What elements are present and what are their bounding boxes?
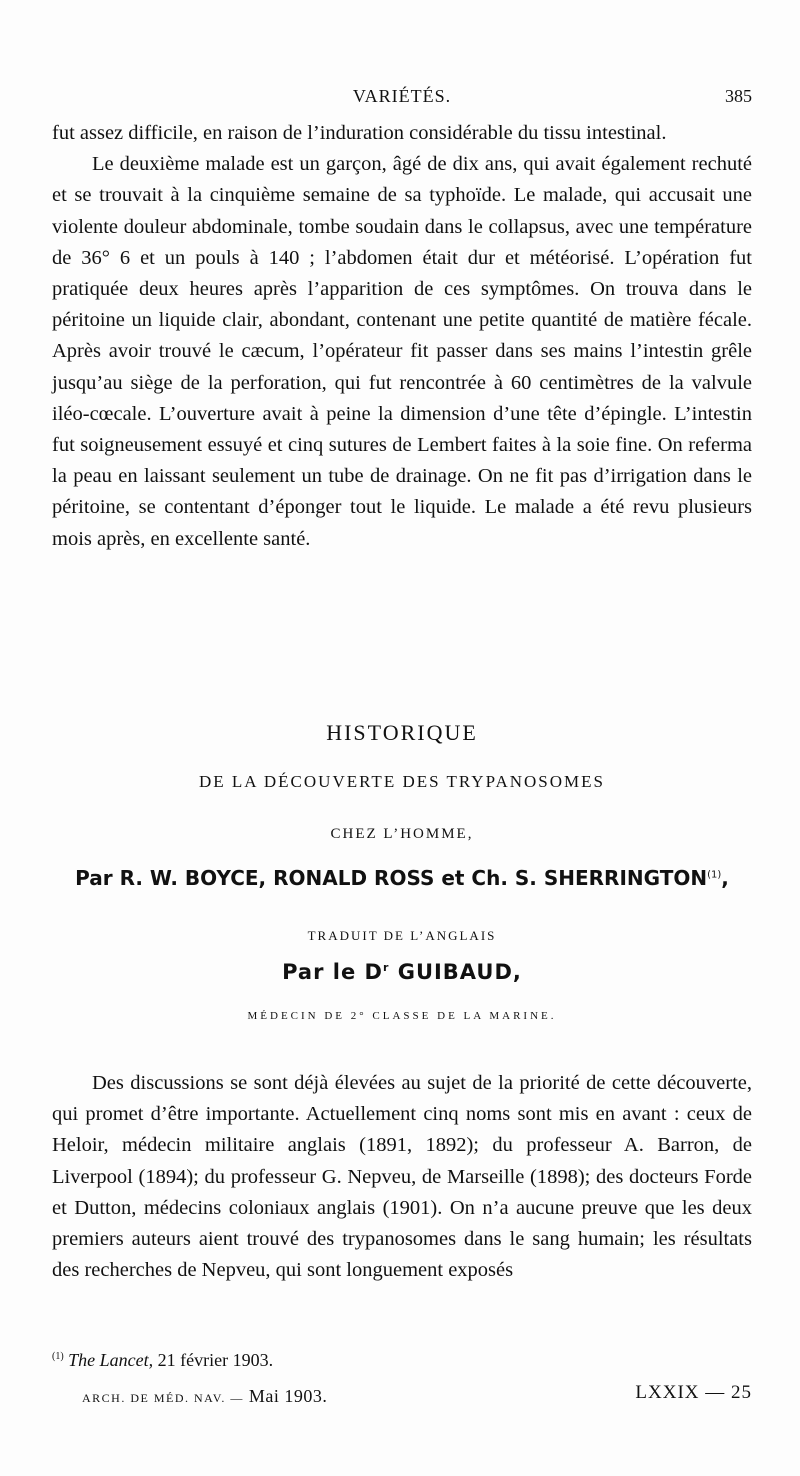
page-number: 385 [725,86,752,106]
translator [52,960,752,984]
footer-journal [82,1386,327,1407]
paragraph-discussions: Des discussions se sont déjà élevées au sujet de la priorité de cette découverte, qui promet d’être importante. Actuellement cinq noms sont mis en avant : ceux de Heloir, médecin militaire anglais (1891, 1892); du professeur A. Barron, de Liverpool (1894); du professeur G. Nepveu, de Marseille (1898); des docteurs Forde et Dutton, médecins coloniaux anglais (1901). On n’a aucune preuve que les deux premiers auteurs aient trouvé des trypanosomes dans le sang humain; les résultats des recherches de Nepveu, qui sont longuement exposés [52,1072,752,1282]
article-title: HISTORIQUE [326,720,478,745]
body-section-2 [52,1068,752,1286]
footer-month: Mai 1903. [243,1386,328,1406]
translator-sup: r [382,961,390,974]
body-section-1 [52,118,752,555]
footnote-journal: The Lancet, [68,1350,154,1370]
running-title: VARIÉTÉS. [352,86,452,106]
translator-rank: MÉDECIN DE 2° CLASSE DE LA MARINE. [247,1010,557,1022]
article-subtitle-2: CHEZ L’HOMME, [330,826,474,842]
footnote-date: 21 février 1903. [153,1350,274,1370]
paragraph-second-patient: Le deuxième malade est un garçon, âgé de dix ans, qui avait également rechuté et se trouvait à la cinquième semaine de sa typhoïde. Le malade, qui accusait une violente douleur abdominale, tombe soudain dans le collapsus, avec une température de 36° 6 et un pouls à 140 ; l’abdomen était dur et météorisé. L’opération fut pratiquée deux heures après l’apparition de ces symptômes. On trouva dans le péritoine un liquide clair, abondant, contenant une petite quantité de matière fécale. Après avoir trouvé le cæcum, l’opérateur fit passer dans ses mains l’intestin grêle jusqu’au siège de la perforation, qui fut rencontrée à 60 centimètres de la valvule iléo-cœcale. L’ouverture avait à peine la dimension d’une tête d’épingle. L’intestin fut soigneusement essuyé et cinq sutures de Lembert faites à la soie fine. On referma la peau en laissant seulement un tube de drainage. On ne fit pas d’irrigation dans le péritoine, se contentant d’éponger tout le liquide. Le malade a été revu plusieurs mois après, en excellente santé. [52,153,752,550]
translator-name: GUIBAUD, [389,960,522,984]
footnote [52,1350,752,1371]
paragraph-continuation: fut assez difficile, en raison de l’induration considérable du tissu intestinal. [52,122,667,144]
article-authors [52,866,752,890]
translator-prefix: Par le D [282,960,383,984]
footnote-reference[interactable]: (1) [707,869,722,881]
authors-suffix: , [721,866,729,890]
page-header [52,86,752,116]
footer-volume: LXXIX — 25 [635,1382,752,1403]
footer-journal-name: ARCH. DE MÉD. NAV. — [82,1391,244,1405]
translation-note: TRADUIT DE L’ANGLAIS [307,928,497,943]
article-subtitle: DE LA DÉCOUVERTE DES TRYPANOSOMES [199,772,605,791]
authors-text: Par R. W. BOYCE, RONALD ROSS et Ch. S. SHERRINGTON [75,866,708,890]
footnote-mark: (1) [52,1351,64,1362]
